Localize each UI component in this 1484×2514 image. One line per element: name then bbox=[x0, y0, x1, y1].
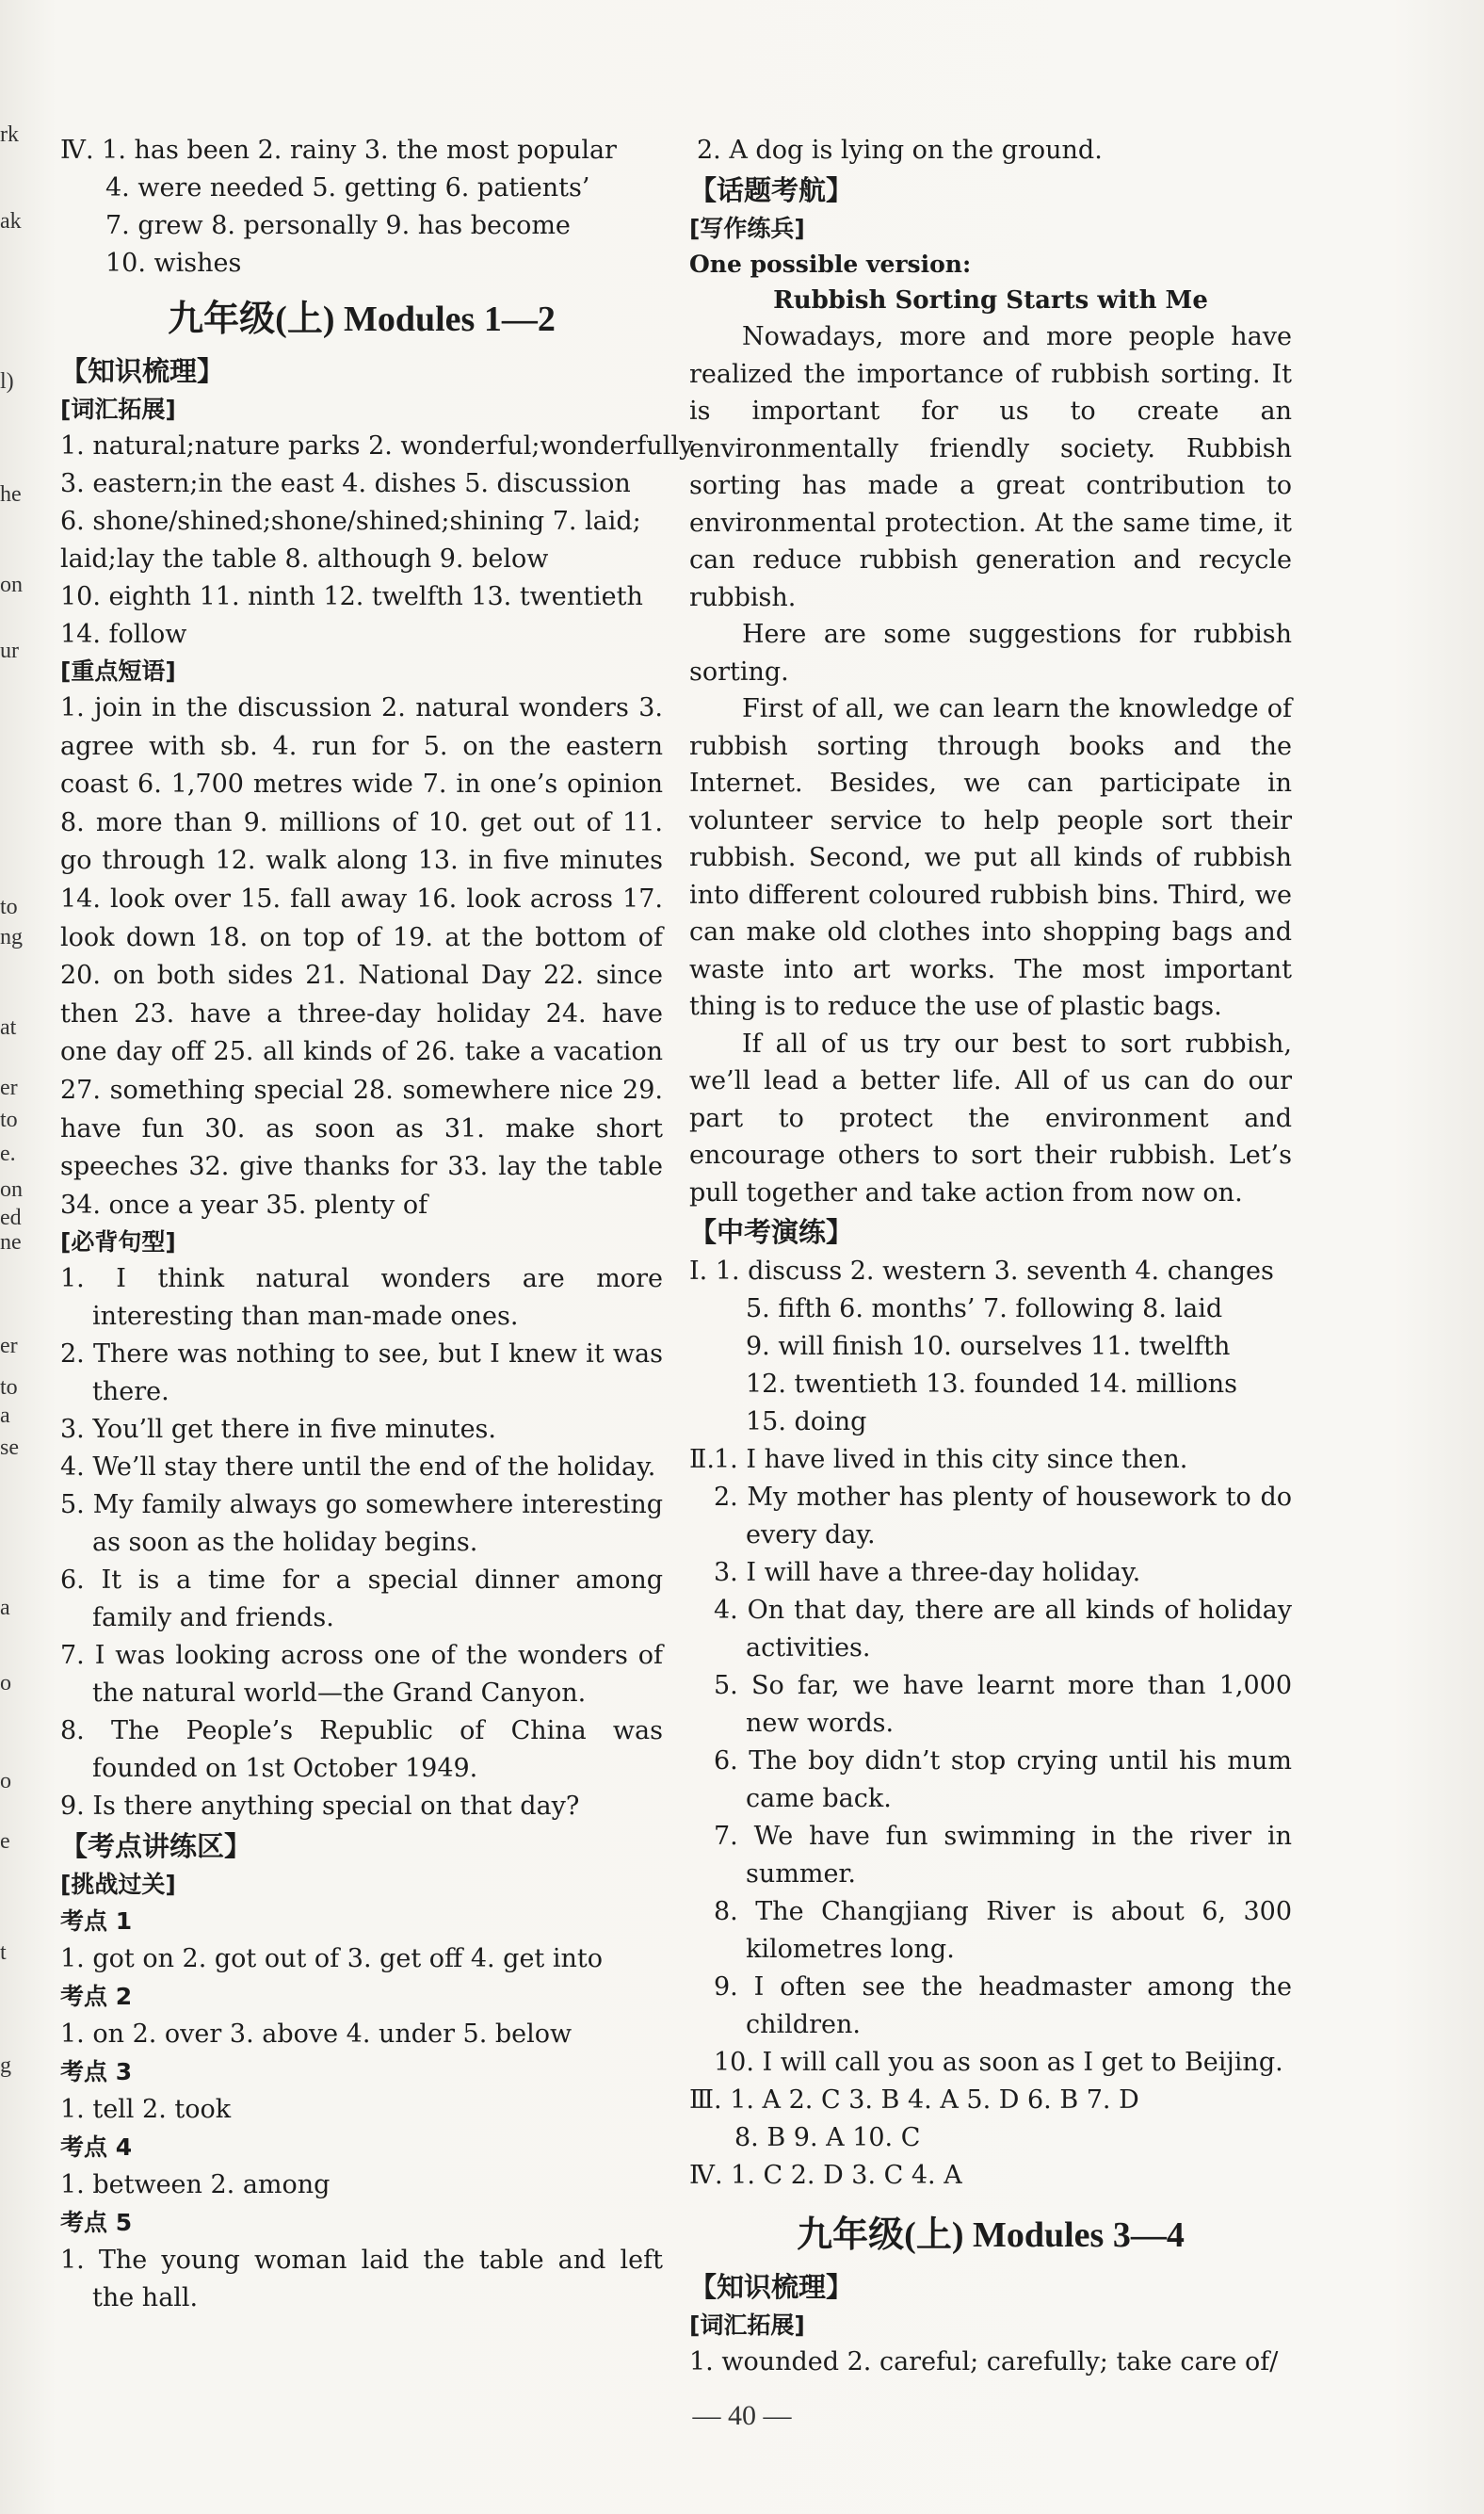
sentence-item: 1. I think natural wonders are more interesting than man-made ones. bbox=[60, 1264, 663, 1332]
point-answers: 1. got on 2. got out of 3. get off 4. get into bbox=[60, 1944, 603, 1974]
sentence-item: 8. The People’s Republic of China was founded on 1st October 1949. bbox=[60, 1716, 663, 1784]
answer-line: Ⅳ. 1. C 2. D 3. C 4. A bbox=[689, 2161, 962, 2190]
edge-fragment: on bbox=[0, 573, 23, 597]
vocab-line: 1. wounded 2. careful; carefully; take care of/ bbox=[689, 2347, 1279, 2376]
answer-line: 15. doing bbox=[746, 1407, 867, 1436]
vocab-line: 6. shone/shined;shone/shined;shining 7. laid; bbox=[60, 507, 641, 536]
edge-fragment: ak bbox=[0, 209, 22, 234]
sentence-item: 6. It is a time for a special dinner among family and friends. bbox=[60, 1565, 663, 1633]
vocab-line: 3. eastern;in the east 4. dishes 5. discussion bbox=[60, 469, 631, 498]
edge-fragment: o bbox=[0, 1671, 11, 1695]
point-answers: 1. on 2. over 3. above 4. under 5. below bbox=[60, 2019, 573, 2050]
left-edge-fragments bbox=[0, 122, 24, 2308]
page-number: — 40 — bbox=[692, 2400, 792, 2431]
answer-line: Ⅲ. 1. A 2. C 3. B 4. A 5. D 6. B 7. D bbox=[689, 2085, 1139, 2115]
sentence-item: 3. You’ll get there in five minutes. bbox=[60, 1415, 496, 1445]
edge-fragment: at bbox=[0, 1015, 17, 1040]
sentence-item: 10. I will call you as soon as I get to Beijing. bbox=[714, 2048, 1283, 2077]
subsection-heading: [写作练兵] bbox=[689, 215, 805, 242]
answer-line: Ⅰ. 1. discuss 2. western 3. seventh 4. changes bbox=[689, 1257, 1274, 1286]
point-label: 考点 2 bbox=[60, 1983, 133, 2011]
module-title: 九年级(上) Modules 1—2 bbox=[168, 300, 556, 339]
point-answers: 1. The young woman laid the table and left the hall. bbox=[60, 2246, 663, 2313]
edge-fragment: rk bbox=[0, 122, 19, 147]
answer-line: Ⅳ. 1. has been 2. rainy 3. the most popular bbox=[60, 136, 617, 165]
sentence-item: 2. There was nothing to see, but I knew it was there. bbox=[60, 1339, 663, 1407]
essay-paragraph: Here are some suggestions for rubbish sorting. bbox=[689, 620, 1292, 687]
edge-fragment: ng bbox=[0, 925, 23, 949]
edge-fragment: er bbox=[0, 1334, 18, 1358]
section-heading: 【考点讲练区】 bbox=[60, 1830, 252, 1863]
sentence-item: 9. Is there anything special on that day? bbox=[60, 1792, 580, 1822]
edge-fragment: a bbox=[0, 1403, 10, 1428]
essay-title: Rubbish Sorting Starts with Me bbox=[773, 286, 1208, 315]
sentence-item: 5. My family always go somewhere interesting as soon as the holiday begins. bbox=[60, 1490, 663, 1558]
sentence-item: 9. I often see the headmaster among the children. bbox=[714, 1972, 1292, 2039]
edge-fragment: l) bbox=[0, 369, 14, 394]
section-heading: 【知识梳理】 bbox=[60, 355, 225, 387]
subsection-heading: [词汇拓展] bbox=[60, 396, 176, 423]
edge-fragment: ur bbox=[0, 639, 19, 663]
edge-fragment: ne bbox=[0, 1230, 22, 1255]
part2-block bbox=[689, 1441, 1292, 2082]
answer-line: 10. wishes bbox=[105, 249, 242, 278]
essay-paragraph: If all of us try our best to sort rubbish, we’ll lead a better life. All of us can do our part to protect the environment and encourage others to sort their rubbish. Let’s pull together and take action from now on. bbox=[689, 1029, 1292, 1208]
sentence-item: 2. My mother has plenty of housework to do every day. bbox=[714, 1483, 1292, 1549]
section-heading: 【话题考航】 bbox=[689, 174, 854, 206]
edge-fragment: to bbox=[0, 1108, 18, 1132]
sentence-item: 3. I will have a three-day holiday. bbox=[714, 1558, 1141, 1587]
answer-line: 8. B 9. A 10. C bbox=[734, 2123, 921, 2152]
vocab-line: 14. follow bbox=[60, 620, 187, 649]
edge-fragment: to bbox=[0, 895, 18, 919]
edge-fragment: ed bbox=[0, 1206, 22, 1230]
edge-fragment: he bbox=[0, 482, 22, 507]
version-label: One possible version: bbox=[689, 251, 972, 278]
vocab-line: 10. eighth 11. ninth 12. twelfth 13. twentieth bbox=[60, 582, 643, 611]
sentence-item: 4. We’ll stay there until the end of the holiday. bbox=[60, 1452, 656, 1483]
subsection-heading: [词汇拓展] bbox=[689, 2311, 805, 2339]
point-answers: 1. tell 2. took bbox=[60, 2095, 232, 2125]
answer-line: 4. were needed 5. getting 6. patients’ bbox=[105, 173, 590, 203]
vocab-line: laid;lay the table 8. although 9. below bbox=[60, 544, 549, 574]
subsection-heading: [挑战过关] bbox=[60, 1871, 176, 1899]
sentence-item: 7. We have fun swimming in the river in summer. bbox=[714, 1822, 1292, 1889]
sentence-item: 6. The boy didn’t stop crying until his mum came back. bbox=[714, 1746, 1292, 1813]
phrase-block: 1. join in the discussion 2. natural wonders 3. agree with sb. 4. run for 5. on the eastern coast 6. 1,700 metres wide 7. in one’s opinion 8. more than 9. millions of 10. get out of 11. go through 12. walk along 13. in five minutes 14. look over 15. fall away 16. look across 17. look down 18. on top of 19. at the bottom of 20. on both sides 21. National Day 22. since then 23. have a three-day holiday 24. have one day off 25. all kinds of 26. take a vacation 27. something special 28. somewhere nice 29. have fun 30. as soon as 31. make short speeches 32. give thanks for 33. lay the table 34. once a year 35. plenty of bbox=[60, 693, 663, 1220]
point-label: 考点 4 bbox=[60, 2133, 133, 2162]
edge-fragment: e bbox=[0, 1829, 10, 1854]
point-label: 考点 1 bbox=[60, 1907, 133, 1936]
sentence-item: 5. So far, we have learnt more than 1,000 new words. bbox=[714, 1671, 1292, 1738]
section-heading: 【中考演练】 bbox=[689, 1216, 854, 1248]
section-heading: 【知识梳理】 bbox=[689, 2271, 854, 2303]
point-answers: 1. between 2. among bbox=[60, 2170, 331, 2200]
right-column bbox=[689, 132, 1292, 2381]
sentence-item: 1. I have lived in this city since then. bbox=[714, 1445, 1188, 1474]
part-numeral: Ⅱ. bbox=[689, 1445, 715, 1474]
edge-fragment: o bbox=[0, 1769, 11, 1793]
answer-line: 5. fifth 6. months’ 7. following 8. laid bbox=[746, 1294, 1223, 1323]
edge-fragment: se bbox=[0, 1435, 19, 1460]
module-title: 九年级(上) Modules 3—4 bbox=[797, 2215, 1185, 2255]
point-label: 考点 5 bbox=[60, 2209, 133, 2237]
point-label: 考点 3 bbox=[60, 2058, 133, 2086]
essay-paragraph: Nowadays, more and more people have realized the importance of rubbish sorting. It is important for us to create an environmentally friendly society. Rubbish sorting has made a great contribution to environmental protection. At the same time, it can reduce rubbish generation and recycle rubbish. bbox=[689, 322, 1292, 612]
sentence-item: 8. The Changjiang River is about 6, 300 kilometres long. bbox=[714, 1897, 1292, 1964]
edge-fragment: er bbox=[0, 1076, 18, 1100]
answer-line: 7. grew 8. personally 9. has become bbox=[105, 211, 571, 240]
sentence-item: 7. I was looking across one of the wonders of the natural world—the Grand Canyon. bbox=[60, 1641, 663, 1709]
essay-paragraph: First of all, we can learn the knowledge of rubbish sorting through books and the Internet. Besides, we can participate in volunteer service to help people sort their rubbish. Second, we put all kinds of rubbish into different coloured rubbish bins. Third, we can make old clothes into shopping bags and waste into art works. The most important thing is to reduce the use of plastic bags. bbox=[689, 694, 1292, 1021]
edge-fragment: e. bbox=[0, 1142, 16, 1166]
left-column bbox=[60, 132, 694, 2317]
answer-line: 2. A dog is lying on the ground. bbox=[697, 136, 1103, 165]
edge-fragment: to bbox=[0, 1375, 18, 1400]
answer-line: 9. will finish 10. ourselves 11. twelfth bbox=[746, 1332, 1231, 1361]
edge-fragment: t bbox=[0, 1940, 7, 1965]
subsection-heading: [必背句型] bbox=[60, 1228, 176, 1257]
edge-fragment: a bbox=[0, 1596, 10, 1620]
sentence-item: 4. On that day, there are all kinds of holiday activities. bbox=[714, 1596, 1292, 1662]
subsection-heading: [重点短语] bbox=[60, 657, 176, 685]
edge-fragment: on bbox=[0, 1177, 23, 1202]
vocab-line: 1. natural;nature parks 2. wonderful;wonderfully bbox=[60, 431, 694, 461]
edge-fragment: g bbox=[0, 2053, 11, 2078]
answer-line: 12. twentieth 13. founded 14. millions bbox=[746, 1370, 1237, 1399]
